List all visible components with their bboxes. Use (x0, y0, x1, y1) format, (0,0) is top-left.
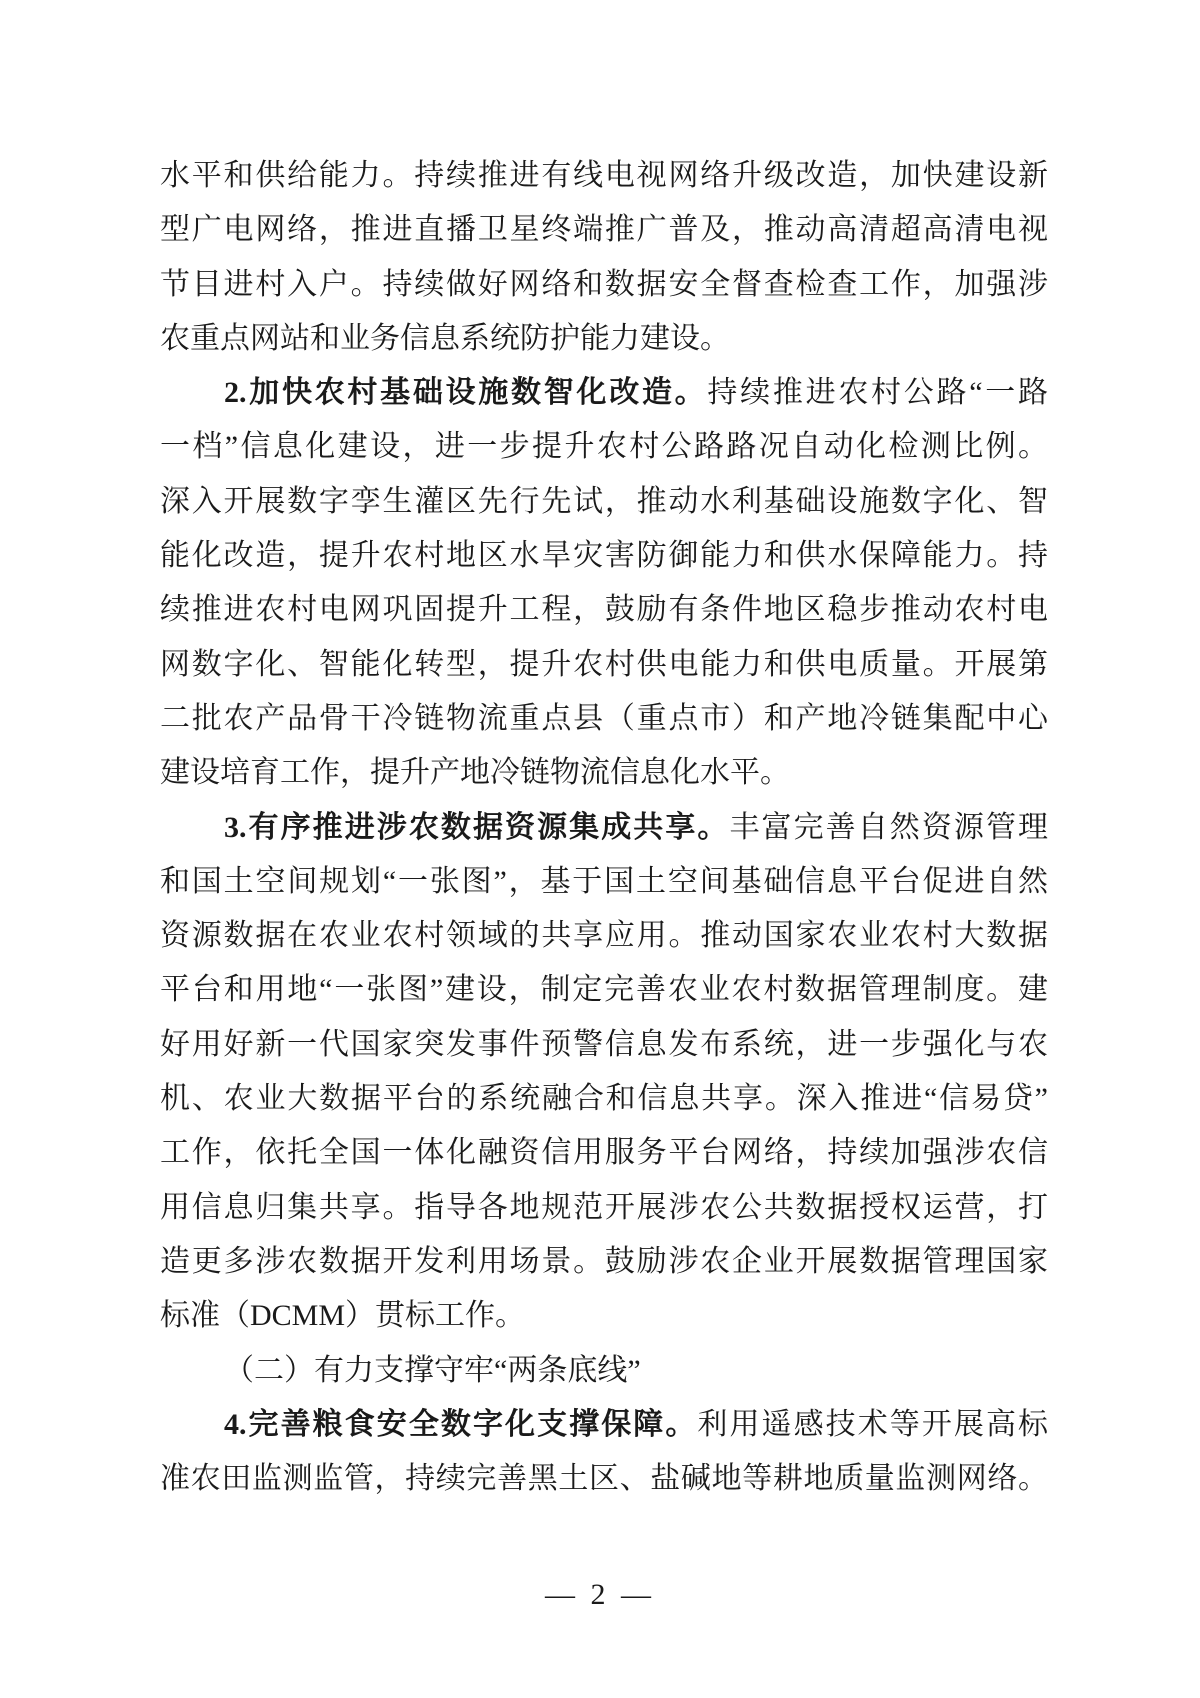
line-text: 续推进农村电网巩固提升工程，鼓励有条件地区稳步推动农村电 (160, 593, 1048, 627)
line-text: 建设培育工作，提升产地冷链物流信息化水平。 (160, 756, 790, 790)
bold-heading: 2.加快农村基础设施数智化改造。 (224, 376, 708, 410)
line-text: 节目进村入户。持续做好网络和数据安全督查检查工作，加强涉 (160, 267, 1048, 301)
text-line (160, 638, 1048, 692)
line-text: 持续推进农村公路“一路 (707, 376, 1048, 410)
line-text: 网数字化、智能化转型，提升农村供电能力和供电质量。开展第 (160, 647, 1048, 681)
text-line (160, 203, 1048, 257)
section-heading-line (160, 366, 1048, 420)
line-text: 标准（DCMM）贯标工作。 (160, 1299, 526, 1333)
text-line (160, 1289, 1048, 1343)
line-text: 深入开展数字孪生灌区先行先试，推动水利基础设施数字化、智 (160, 484, 1048, 518)
bold-heading: 4.完善粮食安全数字化支撑保障。 (224, 1407, 698, 1441)
line-text: 型广电网络，推进直播卫星终端推广普及，推动高清超高清电视 (160, 213, 1048, 247)
text-line (160, 1072, 1048, 1126)
section-heading-line (160, 1398, 1048, 1452)
line-text: 利用遥感技术等开展高标 (697, 1407, 1049, 1441)
text-line (160, 1235, 1048, 1289)
text-line (160, 1344, 1048, 1398)
text-line (160, 1126, 1048, 1180)
text-line (160, 583, 1048, 637)
section-heading-line (160, 801, 1048, 855)
text-line (160, 1181, 1048, 1235)
text-line (160, 1018, 1048, 1072)
text-line (160, 746, 1048, 800)
text-line (160, 963, 1048, 1017)
line-text: 能化改造，提升农村地区水旱灾害防御能力和供水保障能力。持 (160, 539, 1048, 573)
text-line (160, 692, 1048, 746)
line-text: 造更多涉农数据开发利用场景。鼓励涉农企业开展数据管理国家 (160, 1244, 1048, 1278)
bold-heading: 3.有序推进涉农数据资源集成共享。 (224, 810, 730, 844)
line-text: 机、农业大数据平台的系统融合和信息共享。深入推进“信易贷” (160, 1082, 1048, 1116)
line-text: 平台和用地“一张图”建设，制定完善农业农村数据管理制度。建 (160, 973, 1048, 1007)
document-body (160, 149, 1048, 1506)
text-line (160, 1452, 1048, 1506)
text-line (160, 420, 1048, 474)
line-text: 一档”信息化建设，进一步提升农村公路路况自动化检测比例。 (160, 430, 1048, 464)
line-text: （二）有力支撑守牢“两条底线” (224, 1353, 641, 1387)
line-text: 水平和供给能力。持续推进有线电视网络升级改造，加快建设新 (160, 159, 1048, 192)
line-text: 好用好新一代国家突发事件预警信息发布系统，进一步强化与农 (160, 1027, 1048, 1061)
text-line (160, 258, 1048, 312)
text-line (160, 529, 1048, 583)
text-line (160, 312, 1048, 366)
line-text: 工作，依托全国一体化融资信用服务平台网络，持续加强涉农信 (160, 1136, 1048, 1170)
text-line (160, 149, 1048, 203)
text-line (160, 909, 1048, 963)
line-text: 资源数据在农业农村领域的共享应用。推动国家农业农村大数据 (160, 919, 1048, 953)
page-number: — 2 — (545, 1578, 655, 1611)
line-text: 丰富完善自然资源管理 (729, 810, 1049, 844)
line-text: 农重点网站和业务信息系统防护能力建设。 (160, 321, 730, 355)
line-text: 和国土空间规划“一张图”，基于国土空间基础信息平台促进自然 (160, 864, 1048, 898)
line-text: 二批农产品骨干冷链物流重点县（重点市）和产地冷链集配中心 (160, 701, 1048, 735)
line-text: 用信息归集共享。指导各地规范开展涉农公共数据授权运营，打 (160, 1190, 1048, 1224)
text-line (160, 475, 1048, 529)
line-text: 准农田监测监管，持续完善黑土区、盐碱地等耕地质量监测网络。 (160, 1462, 1048, 1496)
text-line (160, 855, 1048, 909)
